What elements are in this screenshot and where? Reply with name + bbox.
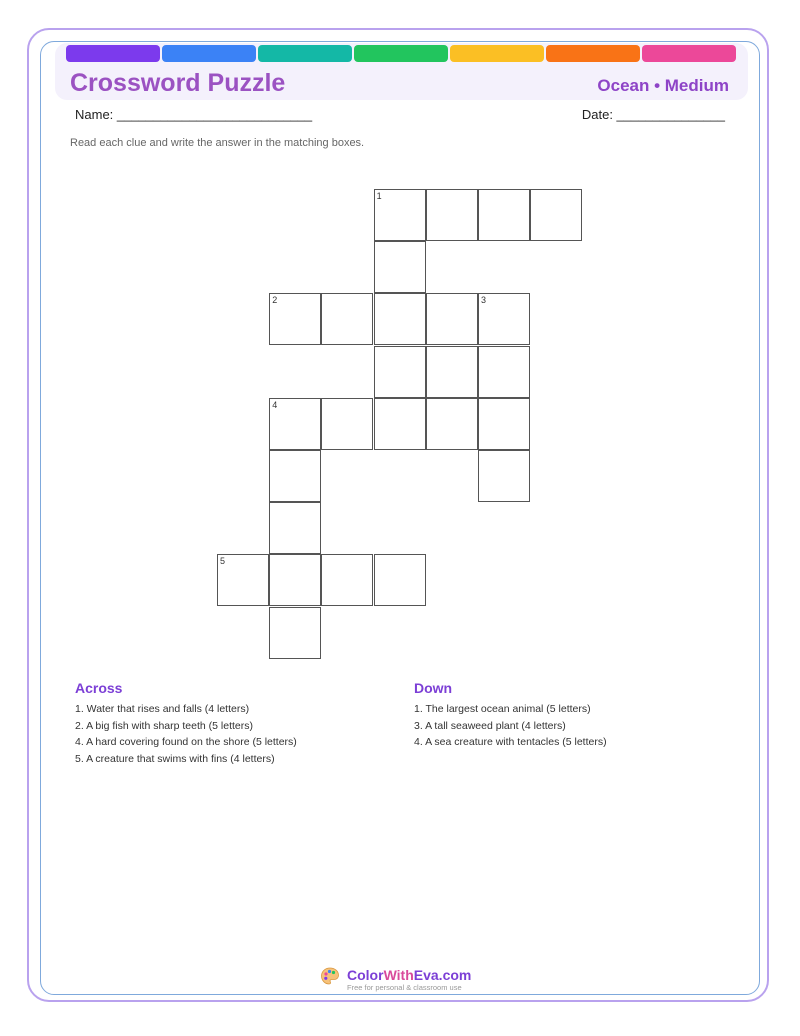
brand-part-eva: Eva.com [413,967,472,983]
color-bar-segment [354,45,448,62]
down-clue: 1. The largest ocean animal (5 letters) [414,703,591,715]
puzzle-theme-difficulty: Ocean • Medium [597,76,729,95]
crossword-cell[interactable] [426,293,478,345]
crossword-cell[interactable] [321,554,373,606]
crossword-cell[interactable] [530,189,582,241]
crossword-cell[interactable] [478,398,530,450]
instructions: Read each clue and write the answer in the matching boxes. [70,137,365,149]
across-clues [75,680,297,767]
color-bar-segment [546,45,640,62]
crossword-cell[interactable] [426,398,478,450]
name-field: Name: ___________________________ [75,107,313,122]
color-bar-segment [258,45,352,62]
clue-number: 2 [272,295,278,306]
clue-number: 5 [220,556,226,567]
clue-number: 1 [376,191,382,201]
crossword-cell[interactable] [374,554,426,606]
brand-tagline: Free for personal & classroom use [347,983,462,992]
crossword-cell[interactable] [374,241,426,293]
crossword-cell[interactable] [426,346,478,398]
brand-name [347,967,471,983]
crossword-cell[interactable] [478,293,530,345]
across-clue-list [75,701,297,767]
crossword-cell[interactable] [269,293,321,345]
crossword-cell[interactable] [269,607,321,659]
crossword-cell[interactable] [321,293,373,345]
brand-part-color: Color [347,967,384,983]
crossword-cell[interactable] [374,398,426,450]
page-title: Crossword Puzzle [70,69,286,97]
down-heading: Down [414,680,453,696]
down-clues [414,680,607,751]
crossword-cell[interactable] [269,450,321,502]
across-clue: 1. Water that rises and falls (4 letters) [75,703,250,715]
crossword-cell[interactable] [478,189,530,241]
crossword-cell[interactable] [374,189,426,241]
down-clue: 4. A sea creature with tentacles (5 letters) [414,736,607,748]
color-bar-segment [642,45,736,62]
across-clue: 4. A hard covering found on the shore (5 letters) [75,736,297,748]
clue-number: 4 [272,399,278,410]
brand-part-with: With [383,967,414,983]
across-clue: 2. A big fish with sharp teeth (5 letters) [75,719,254,732]
page-border-inner [40,41,760,995]
date-field: Date: _______________ [581,107,725,122]
crossword-cell[interactable] [426,189,478,241]
across-heading: Across [75,680,123,696]
crossword-cell[interactable] [321,398,373,450]
crossword-cell[interactable] [478,450,530,502]
color-bar-segment [66,45,160,62]
crossword-cell[interactable] [217,554,269,606]
rainbow-color-bar [66,45,736,62]
footer-brand [320,966,490,996]
palette-icon [320,966,340,986]
across-clue: 5. A creature that swims with fins (4 letters) [75,752,275,765]
color-bar-segment [162,45,256,62]
crossword-cell[interactable] [269,502,321,554]
down-clue-list [414,701,607,751]
crossword-cell[interactable] [478,346,530,398]
crossword-cell[interactable] [269,398,321,450]
crossword-cell[interactable] [374,346,426,398]
clue-number: 3 [481,295,487,306]
crossword-cell[interactable] [374,293,426,345]
down-clue: 3. A tall seaweed plant (4 letters) [414,719,566,732]
color-bar-segment [450,45,544,62]
crossword-cell[interactable] [269,554,321,606]
